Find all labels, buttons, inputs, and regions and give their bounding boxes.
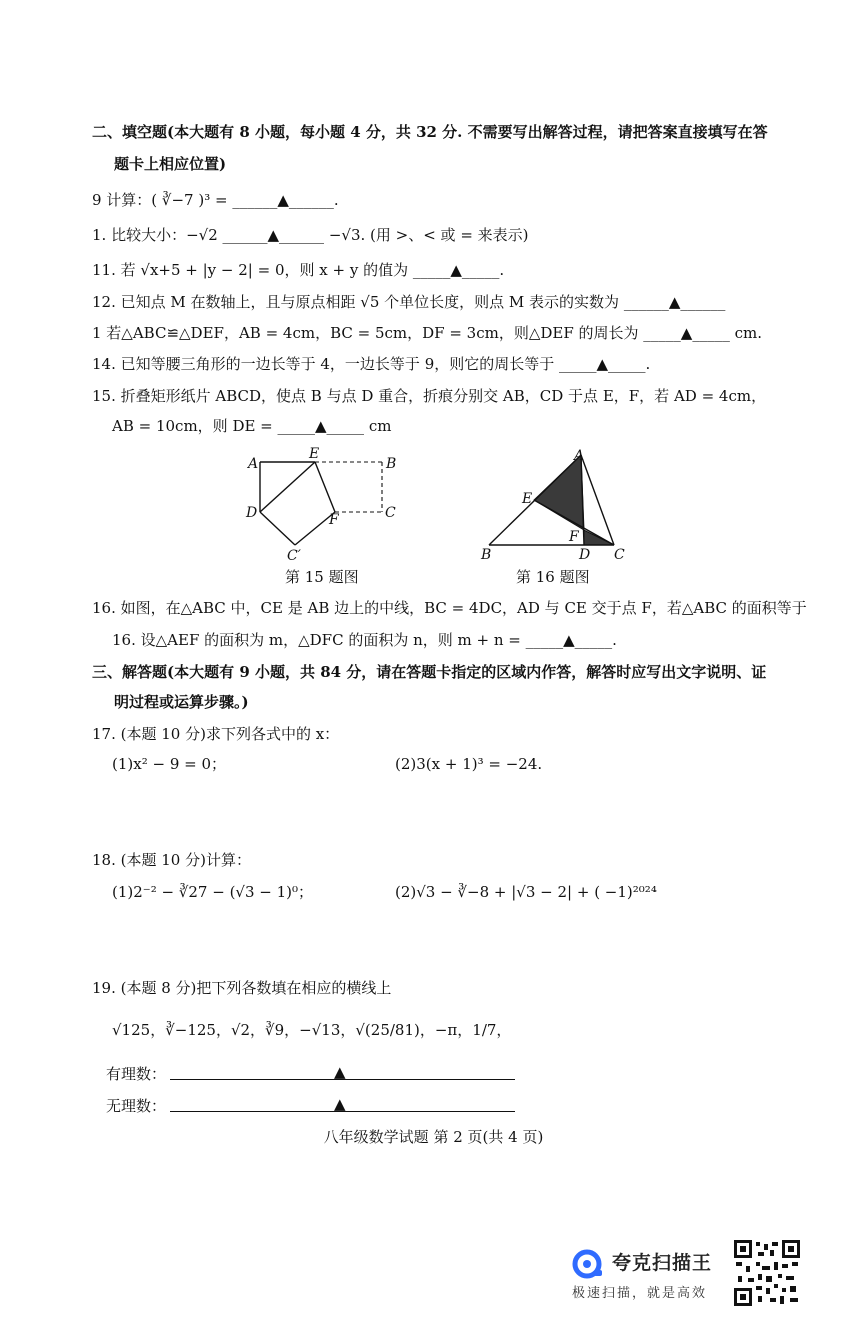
fig16-label-b: B — [481, 547, 492, 563]
fig15-segment-dc-prime — [260, 512, 295, 545]
fig15-label-b: B — [386, 456, 397, 472]
fig16-label-e: E — [522, 491, 533, 507]
section3-heading-line1: 三、解答题(本大题有 9 小题，共 84 分，请在答题卡指定的区域内作答，解答时应写出文字说明、证 — [92, 663, 767, 681]
scanner-watermark — [568, 1246, 728, 1306]
irrational-marker: ▲ — [334, 1095, 346, 1113]
section2-heading-line2: 题卡上相应位置) — [114, 155, 227, 173]
fig16-label-a: A — [574, 448, 585, 464]
qr-code — [734, 1240, 800, 1306]
page-footer: 八年级数学试题 第 2 页(共 4 页) — [323, 1128, 544, 1146]
question-17-title: 17. (本题 10 分)求下列各式中的 x： — [92, 725, 340, 743]
figure-15 — [240, 442, 410, 570]
fig15-label-e: E — [309, 446, 320, 462]
fig15-label-f: F — [329, 512, 339, 528]
irrational-label: 无理数： — [106, 1097, 167, 1115]
fig16-label-d: D — [579, 547, 591, 563]
fig16-label-c: C — [614, 547, 625, 563]
question-12: 12. 已知点 M 在数轴上，且与原点相距 √5 个单位长度，则点 M 表示的实数为 ______▲______ — [92, 293, 726, 311]
scanner-logo-icon — [570, 1248, 606, 1280]
section2-heading-line1: 二、填空题(本大题有 8 小题，每小题 4 分，共 32 分. 不需要写出解答过程，请把答案直接填写在答 — [92, 123, 768, 141]
question-9: 9 计算：( ∛−7 )³ = ______▲______. — [92, 191, 339, 209]
question-14: 14. 已知等腰三角形的一边长等于 4，一边长等于 9，则它的周长等于 _____▲_____. — [92, 355, 651, 373]
fig15-segment-ef — [315, 462, 335, 512]
figure-16-caption: 第 16 题图 — [516, 568, 590, 586]
question-19-title: 19. (本题 8 分)把下列各数填在相应的横线上 — [92, 979, 392, 997]
fig15-label-d: D — [246, 505, 258, 521]
question-17-part1: (1)x² − 9 = 0； — [112, 755, 227, 773]
question-11: 11. 若 √x+5 + |y − 2| = 0，则 x + y 的值为 _____▲_____. — [92, 261, 505, 279]
question-16-line2: 16. 设△AEF 的面积为 m，△DFC 的面积为 n，则 m + n = _____▲_____. — [112, 631, 617, 649]
question-17-part2: (2)3(x + 1)³ = −24. — [395, 755, 543, 773]
fig15-label-c: C — [385, 505, 396, 521]
question-16-line1: 16. 如图，在△ABC 中，CE 是 AB 边上的中线，BC = 4DC，AD 与 CE 交于点 F，若△ABC 的面积等于 — [92, 599, 807, 617]
figure-16 — [474, 445, 634, 565]
question-18-part2: (2)√3 − ∛−8 + |√3 − 2| + ( −1)²⁰²⁴ — [395, 883, 657, 901]
fig16-shaded-aef — [534, 455, 584, 530]
question-19-numbers: √125，∛−125，√2，∛9，−√13，√(25/81)，−π，1/7， — [112, 1021, 512, 1039]
rational-marker: ▲ — [334, 1063, 346, 1081]
fig15-label-a: A — [248, 456, 259, 472]
fig15-label-c-prime: C′ — [287, 548, 301, 564]
question-18-title: 18. (本题 10 分)计算： — [92, 851, 251, 869]
question-15-line2: AB = 10cm，则 DE = _____▲_____ cm — [112, 417, 392, 435]
brand-tagline: 极速扫描，就是高效 — [572, 1286, 708, 1301]
section3-heading-line2: 明过程或运算步骤。) — [114, 693, 249, 711]
fig15-segment-de — [260, 462, 315, 512]
question-13: 1 若△ABC≌△DEF，AB = 4cm，BC = 5cm，DF = 3cm，则△DEF 的周长为 _____▲_____ cm. — [92, 324, 762, 342]
question-15-line1: 15. 折叠矩形纸片 ABCD，使点 B 与点 D 重合，折痕分别交 AB，CD 于点 E，F，若 AD = 4cm， — [92, 387, 767, 405]
question-18-part1: (1)2⁻² − ∛27 − (√3 − 1)⁰； — [112, 883, 314, 901]
figure-15-caption: 第 15 题图 — [285, 568, 359, 586]
brand-name: 夸克扫描王 — [612, 1252, 713, 1274]
fig16-label-f: F — [569, 529, 579, 545]
rational-label: 有理数： — [106, 1065, 167, 1083]
question-10: 1. 比较大小：−√2 ______▲______ −√3. (用 >、< 或 = 来表示) — [92, 226, 529, 244]
